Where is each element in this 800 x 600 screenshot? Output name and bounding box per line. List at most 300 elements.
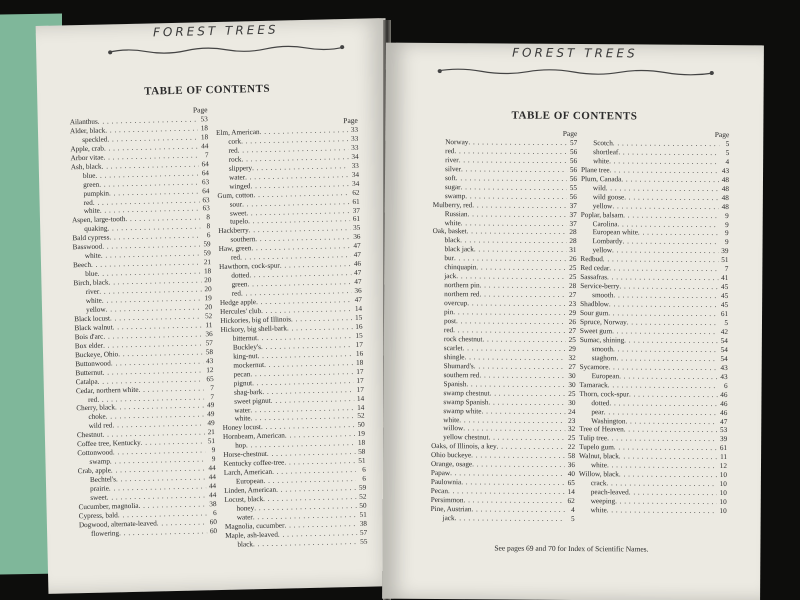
toc-entry-page: 40 (567, 470, 575, 479)
toc-entry-page: 27 (568, 326, 576, 335)
toc-entry-name: Beech (72, 261, 92, 270)
toc-entry-page: 57 (359, 528, 368, 537)
toc-entry-name: Larch, American (223, 467, 273, 478)
toc-entry-page: 32 (568, 425, 576, 434)
toc-entry-name: bitternut (232, 333, 258, 343)
toc-entry-page: 11 (720, 453, 728, 462)
toc-entry-page: 48 (721, 193, 729, 202)
toc-entry-page: 10 (719, 498, 727, 507)
toc-entry-page: 12 (206, 365, 214, 374)
toc-entry-name: overcup (444, 299, 468, 308)
toc-entry-name: Crab, apple (77, 466, 111, 476)
page-column-label: Page (192, 105, 208, 115)
toc-entry-page: 8 (206, 213, 211, 222)
toc-entry-name: prairie (90, 484, 109, 493)
toc-entry-page: 46 (353, 259, 362, 269)
toc-entry-page: 56 (569, 165, 578, 174)
toc-entry-page: 7 (204, 150, 209, 159)
toc-entry-name: yellow (592, 201, 613, 210)
toc-entry-name: Buckley's (232, 342, 262, 352)
toc-entry (431, 514, 575, 524)
toc-entry-name: Ash, black (70, 162, 102, 171)
toc-entry-name: Cottonwood (77, 448, 113, 458)
toc-entry-page: 60 (209, 526, 218, 536)
toc-entry-page: 28 (569, 237, 577, 246)
toc-entry-name: Locust, black (224, 495, 264, 504)
toc-entry-name: Persimmon (430, 496, 464, 505)
toc-entry-name: Black locust (74, 314, 111, 324)
toc-entry-name: Plane tree (581, 165, 610, 175)
toc-entry-name: Carolina (592, 219, 618, 228)
toc-entry-page: 63 (202, 204, 210, 213)
toc-entry-name: water (234, 405, 251, 415)
toc-entry-name: sweet pignut (234, 396, 271, 406)
toc-entry-page: 48 (721, 202, 729, 211)
toc-entry-page: 54 (720, 354, 728, 363)
toc-entry-name: sour (229, 199, 243, 209)
toc-entry-page: 9 (211, 455, 216, 464)
toc-entry-page: 55 (569, 183, 577, 192)
toc-entry-name: Ohio buckeye (431, 451, 472, 460)
toc-entry-name: Sweet gum (579, 327, 613, 336)
toc-entry-page: 39 (721, 247, 729, 256)
toc-entry-page: 25 (569, 273, 577, 282)
toc-entry-page: 56 (569, 174, 578, 183)
toc-entry-page: 20 (204, 276, 212, 285)
toc-entry-page: 9 (725, 211, 729, 220)
toc-entry-name: yellow (592, 246, 613, 255)
toc-entry-page: 9 (211, 446, 216, 455)
index-note: See pages 69 and 70 for Index of Scientific Names. (494, 543, 649, 554)
toc-entry-name: white (84, 251, 101, 261)
toc-entry-name: Spruce, Norway (579, 318, 627, 327)
toc-entry-page: 17 (355, 340, 364, 349)
toc-entry-name: Cherry, black (76, 403, 116, 413)
toc-entry-page: 65 (206, 374, 214, 383)
toc-entry-page: 49 (207, 410, 215, 419)
toc-entry-name: soft (444, 173, 456, 182)
toc-entry-page: 21 (203, 258, 212, 267)
toc-entry-page: 10 (719, 471, 727, 480)
toc-entry-name: pumpkin (83, 189, 110, 198)
toc-entry-page: 17 (356, 376, 364, 385)
toc-entry-page: 37 (569, 210, 577, 219)
toc-entry-name: Redbud (580, 255, 603, 264)
toc-entry-page: 34 (351, 179, 360, 188)
toc-entry-name: Poplar, balsam (580, 210, 624, 219)
toc-entry-name: southern red (443, 370, 480, 380)
leader-dots (497, 443, 566, 452)
toc-entry-page: 6 (362, 465, 366, 474)
toc-entry-name: Buckeye, Ohio (74, 349, 119, 359)
right-page-header (386, 43, 764, 76)
toc-entry-page: 30 (568, 371, 576, 380)
toc-entry-page: 38 (209, 500, 217, 509)
toc-entry-page: 5 (725, 140, 730, 149)
toc-entry-page: 9 (724, 238, 729, 247)
toc-entry-name: Oak, basket (432, 227, 467, 236)
toc-entry-page: 36 (567, 461, 576, 470)
toc-entry-page: 18 (200, 124, 209, 133)
page-column-label: Page (343, 115, 358, 126)
toc-entry-name: crack (590, 479, 607, 488)
toc-entry-page: 56 (569, 156, 578, 165)
toc-entry-page: 5 (725, 148, 730, 157)
toc-entry-name: water (228, 173, 246, 182)
toc-entry-page: 29 (568, 344, 576, 353)
toc-entry-page: 9 (724, 229, 729, 238)
toc-entry-name: pear (591, 407, 604, 416)
toc-entry-name: blue (85, 269, 98, 279)
toc-entry-name: Alder, black (69, 126, 106, 136)
toc-entry-page: 14 (354, 304, 363, 313)
toc-entry-page: 18 (357, 438, 366, 448)
toc-entry-page: 26 (569, 255, 577, 264)
toc-entry-name: Box elder (74, 341, 104, 351)
toc-entry-name: European (591, 371, 620, 381)
toc-entry-page: 54 (720, 336, 728, 346)
toc-entry-name: pin (444, 308, 454, 317)
toc-entry-page: 48 (721, 175, 730, 184)
toc-entry-name: southern (230, 235, 256, 245)
toc-entry-page: 64 (201, 159, 209, 169)
toc-entry-name: white (83, 207, 100, 216)
toc-entry-name: smooth (591, 345, 614, 354)
toc-entry-name: cork (228, 137, 242, 146)
toc-entry-page: 6 (206, 231, 211, 240)
toc-entry-page: 10 (719, 480, 727, 489)
toc-entry-page: 21 (207, 428, 215, 437)
toc-entry-page: 45 (720, 292, 729, 301)
toc-entry-name: Bald cypress (72, 233, 110, 243)
toc-entry-name: Buttonwood (75, 359, 111, 368)
toc-entry-page: 8 (206, 222, 211, 231)
toc-entry-name: blue (82, 171, 96, 180)
toc-entry-name: Sumac, shining (579, 335, 625, 345)
toc-entry-name: Willow, black (578, 470, 619, 479)
toc-entry-name: Hickory, big shell-bark (220, 324, 288, 334)
toc-entry-page: 52 (204, 312, 213, 321)
toc-entry-page: 43 (205, 356, 214, 365)
toc-entry-page: 36 (353, 233, 361, 242)
toc-entry-name: mockernut (233, 360, 265, 370)
toc-entry-page: 25 (569, 264, 577, 273)
toc-entry-page: 25 (568, 335, 576, 344)
toc-entry-name: winged (229, 181, 251, 191)
leader-dots (455, 514, 565, 524)
toc-entry-name: chinquapin (444, 263, 477, 272)
toc-entry-page: 24 (568, 407, 576, 416)
toc-entry-page: 19 (204, 294, 212, 303)
toc-entry-page: 51 (358, 456, 366, 466)
toc-entry-page: 34 (351, 170, 360, 179)
toc-entry-name: post (443, 317, 457, 326)
toc-entry-page: 28 (569, 282, 577, 291)
toc-entry-name: Tupelo gum (579, 443, 614, 452)
toc-entry-page: 20 (204, 285, 212, 294)
toc-entry-page: 44 (208, 464, 216, 473)
toc-entry-name: red (83, 198, 93, 207)
toc-entry-page: 56 (569, 192, 577, 201)
toc-entry-name: pecan (233, 369, 251, 379)
toc-entry-name: Catalpa (75, 377, 98, 386)
toc-entry-page: 27 (568, 362, 576, 371)
toc-entry-page: 27 (568, 291, 577, 300)
toc-entry-name: wild (592, 183, 606, 192)
toc-entry-page: 65 (567, 479, 575, 488)
toc-entry-name: swamp (444, 191, 466, 200)
toc-entry-page: 45 (721, 283, 729, 292)
toc-entry-name: Hercules' club (220, 307, 262, 316)
leader-dots (607, 506, 717, 516)
toc-entry-page: 44 (201, 141, 209, 151)
toc-entry-name: red (87, 395, 98, 404)
toc-entry-page: 62 (567, 497, 575, 506)
toc-entry-name: Arbor vitae (70, 153, 104, 163)
toc-entry-page: 37 (569, 201, 577, 210)
toc-entry-page: 61 (720, 310, 729, 319)
toc-entry-name: red (445, 147, 455, 156)
toc-entry-page: 34 (351, 152, 359, 161)
toc-entry-name: Russian (444, 209, 468, 218)
toc-entry-name: willow (443, 424, 464, 433)
toc-entry-name: Norway (445, 138, 469, 147)
toc-entry-name: northern pin (444, 281, 480, 290)
toc-entry-name: jack (444, 272, 457, 281)
toc-entry-name: bur (444, 254, 455, 263)
toc-entry-page: 50 (359, 501, 367, 510)
toc-entry-page: 57 (205, 338, 213, 348)
toc-entry-name: Cedar, northern white (75, 385, 139, 395)
toc-entry-name: Hedge apple (219, 298, 257, 307)
toc-entry-page: 57 (570, 138, 578, 147)
toc-entry-page: 59 (203, 249, 211, 258)
toc-entry-name: shag-bark (233, 387, 263, 397)
toc-entry-name: Plum, Canada (580, 174, 622, 184)
toc-entry-page: 51 (207, 437, 216, 446)
toc-column-1 (69, 106, 217, 539)
toc-entry-name: choke (88, 412, 106, 422)
toc-entry-name: Sour gum (580, 309, 609, 318)
toc-entry-page: 53 (720, 426, 728, 435)
toc-entry-name: Coffee tree, Kentucky (77, 439, 141, 449)
toc-entry-name: quaking (84, 224, 108, 234)
toc-entry-name: red (230, 253, 241, 262)
toc-entry-page: 62 (352, 188, 360, 197)
toc-entry-page: 46 (720, 390, 728, 399)
toc-entry-page: 45 (720, 301, 729, 310)
toc-entry-page: 6 (213, 508, 217, 518)
toc-entry-name: swamp white (443, 406, 482, 415)
toc-entry-page: 23 (568, 300, 577, 309)
toc-entry-name: sweet (229, 208, 247, 218)
toc-entry (225, 537, 367, 549)
toc-entry-name: black (237, 540, 254, 549)
toc-entry-name: dotted (231, 271, 250, 280)
toc-entry-page: 30 (568, 380, 576, 389)
toc-entry-name: Hickories, big of Illinois (220, 315, 292, 325)
toc-entry-name: flowering (91, 529, 120, 538)
toc-entry-name: shingle (443, 352, 465, 362)
toc-entry-name: Scotch (593, 139, 613, 148)
toc-entry-page: 47 (354, 277, 362, 287)
header-ornament (106, 43, 346, 54)
toc-entry-name: Papaw (430, 469, 451, 478)
toc-entry-page: 7 (724, 265, 729, 274)
toc-entry-name: green (83, 180, 100, 189)
toc-entry-page: 56 (569, 147, 578, 156)
toc-entry-page: 52 (359, 492, 367, 501)
toc-entry-page: 22 (567, 443, 576, 452)
toc-entry-name: jack (442, 514, 455, 523)
toc-entry-page: 30 (568, 398, 576, 407)
toc-entry-name: Oaks, of Illinois, a key (431, 442, 497, 451)
toc-entry-name: Kentucky coffee-tree (223, 458, 285, 469)
toc-entry-page: 54 (720, 345, 728, 354)
toc-entry-name: peach-leaved (590, 488, 629, 497)
toc-entry-name: Hornbeam, American (222, 431, 285, 442)
toc-entry-name: Bois d'arc (74, 332, 104, 342)
toc-entry-name: Shadblow (580, 300, 609, 309)
toc-entry-page: 49 (207, 419, 215, 428)
toc-entry-name: staghorn (591, 353, 617, 363)
toc-entry-name: European (235, 477, 264, 486)
toc-entry-name: rock (228, 155, 242, 164)
toc-entry-name: swamp Spanish (443, 397, 489, 407)
toc-entry-name: Basswood (72, 242, 103, 252)
toc-entry-page: 33 (350, 134, 359, 143)
toc-entry-name: sweet (90, 493, 107, 502)
toc-entry-name: Cypress, bald (78, 511, 118, 521)
toc-entry-page: 37 (352, 206, 360, 215)
toc-entry-name: water (236, 513, 253, 522)
header-ornament (436, 67, 716, 75)
toc-entry-name: Chestnut (76, 430, 103, 440)
toc-entry-page: 44 (208, 473, 216, 482)
toc-entry-name: Tree of Heaven (579, 425, 624, 434)
toc-entry-page: 14 (356, 394, 365, 403)
toc-entry-name: Gum, cotton (217, 190, 254, 200)
toc-entry-name: Elm, American (215, 127, 260, 137)
toc-entry-name: Honey locust (222, 423, 261, 433)
toc-entry-name: white (590, 461, 607, 470)
toc-entry-name: Cucumber, magnolia (78, 501, 139, 512)
toc-entry-page: 48 (721, 184, 729, 193)
toc-entry-name: wild red (88, 421, 113, 431)
toc-entry-page: 41 (721, 274, 729, 283)
toc-column-2 (579, 130, 730, 516)
toc-entry-page: 51 (359, 510, 367, 519)
toc-entry-name: red (231, 289, 242, 298)
toc-entry-page: 47 (353, 251, 361, 260)
toc-entry-page: 4 (725, 157, 730, 166)
toc-entry-name: swamp (89, 457, 110, 467)
toc-entry-page: 17 (356, 385, 365, 394)
toc-column-2 (216, 117, 368, 550)
toc-entry-page: 18 (356, 358, 364, 367)
toc-entry-page: 53 (200, 115, 208, 124)
toc-entry-page: 52 (357, 412, 365, 421)
toc-entry-page: 19 (357, 430, 366, 439)
toc-entry-name: king-nut (233, 351, 258, 361)
toc-entry-name: sugar (444, 182, 461, 191)
toc-entry-name: yellow (85, 305, 106, 314)
toc-entry-name: Aspen, large-tooth (71, 215, 126, 225)
toc-entry-name: white (443, 415, 460, 424)
page-column-label: Page (562, 128, 578, 139)
toc-entry-page: 25 (567, 434, 576, 443)
toc-entry-page: 16 (355, 322, 363, 331)
toc-entry-page: 51 (721, 256, 729, 265)
toc-entry (79, 527, 217, 539)
toc-entry-page: 18 (200, 133, 209, 142)
toc-entry-page: 29 (568, 309, 577, 318)
toc-entry-name: honey (236, 504, 255, 513)
toc-entry-page: 50 (357, 421, 365, 430)
toc-entry-name: white (85, 296, 102, 305)
toc-entry-page: 18 (203, 267, 212, 276)
toc-entry-page: 33 (350, 125, 359, 134)
toc-entry-page: 44 (208, 482, 217, 491)
toc-entry-name: Mulberry, red (432, 200, 473, 209)
toc-entry-page: 42 (720, 328, 728, 337)
toc-entry-name: white (234, 414, 251, 424)
toc-entry-page: 47 (720, 417, 728, 426)
toc-entry-name: Walnut, black (579, 452, 619, 461)
toc-entry-page: 32 (568, 353, 576, 362)
toc-entry-page: 15 (355, 331, 363, 340)
toc-entry-page: 59 (358, 483, 367, 492)
toc-entry-name: Sassafras (580, 273, 608, 282)
toc-entry-page: 14 (357, 403, 365, 412)
toc-entry-name: tupelo (230, 217, 249, 227)
toc-entry-name: Sycamore (579, 362, 609, 372)
toc-entry-name: yellow chestnut (443, 433, 489, 442)
toc-entry-page: 10 (719, 507, 727, 516)
running-header: FOREST TREES (152, 22, 279, 40)
toc-entry-page: 17 (356, 367, 364, 376)
toc-entry-name: pignut (233, 378, 253, 388)
toc-heading: TABLE OF CONTENTS (511, 109, 638, 123)
toc-entry-name: Thorn, cock-spur (579, 389, 630, 399)
toc-entry-name: Red cedar (580, 264, 610, 273)
toc-entry-name: Tulip tree (579, 434, 608, 443)
toc-entry-page: 26 (568, 317, 577, 327)
toc-entry-page: 60 (209, 517, 217, 527)
toc-entry-page: 9 (725, 220, 729, 229)
toc-entry-name: European white (592, 228, 638, 237)
toc-entry-name: Maple, ash-leaved (225, 530, 278, 540)
toc-entry-name: Paulownia (430, 478, 462, 487)
toc-entry-page: 6 (723, 381, 728, 390)
toc-entry-name: Pine, Austrian (430, 505, 472, 514)
toc-entry-page: 7 (210, 392, 215, 401)
toc-entry-name: Bechtel's (89, 475, 117, 485)
toc-entry-name: speckled (82, 135, 108, 144)
toc-entry-name: Pecan (430, 487, 449, 496)
toc-entry-page: 61 (719, 444, 728, 453)
toc-entry-page: 58 (205, 347, 214, 356)
toc-entry-name: Shumard's (443, 361, 474, 371)
toc-entry-name: river (445, 155, 459, 165)
toc-entry-name: green (231, 280, 248, 289)
toc-entry-name: Black walnut (74, 323, 113, 333)
toc-entry-name: black jack (444, 245, 474, 254)
toc-entry-page: 55 (360, 537, 368, 546)
toc-entry-page: 33 (351, 143, 359, 152)
toc-entry-page: 46 (720, 408, 728, 417)
toc-entry-page: 15 (355, 313, 363, 322)
